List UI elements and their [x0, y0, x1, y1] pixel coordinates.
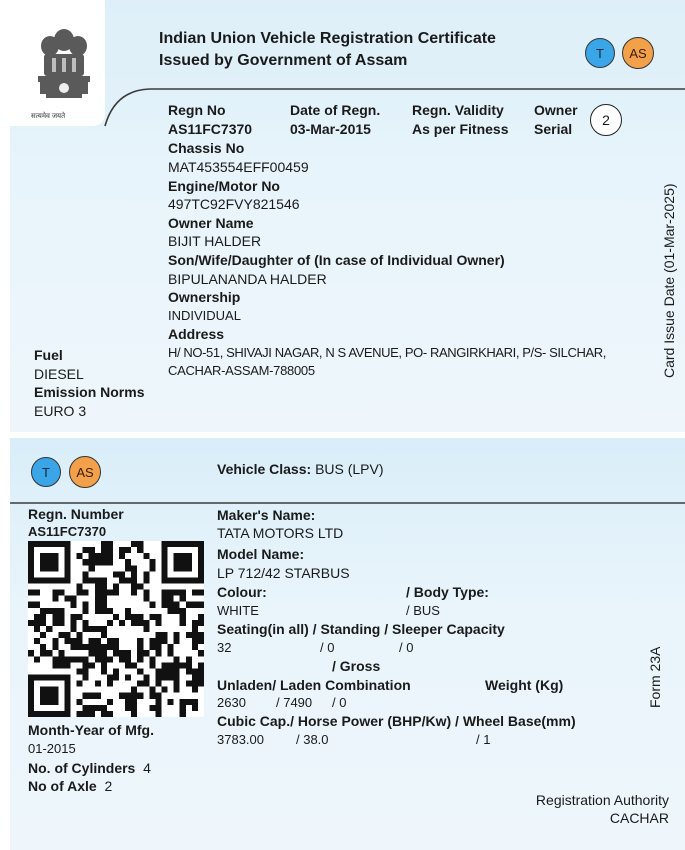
- form-number: Form 23A: [647, 646, 663, 708]
- regn-no-value: AS11FC7370: [168, 121, 253, 137]
- fuel-label: Fuel: [34, 347, 63, 363]
- date-value: 03-Mar-2015: [290, 121, 371, 137]
- cylinders-label: No. of Cylinders: [28, 760, 136, 776]
- date-label: Date of Regn.: [290, 102, 381, 118]
- back-badge-as-icon: AS: [69, 456, 101, 488]
- seating-value: 32: [217, 640, 232, 655]
- mfg-label: Month-Year of Mfg.: [28, 722, 154, 738]
- body-type-label: / Body Type:: [406, 584, 489, 600]
- owner-serial-badge: 2: [590, 104, 622, 136]
- axle-value: 2: [104, 778, 113, 794]
- axle: [28, 778, 112, 794]
- cylinders: [28, 760, 151, 776]
- weight-unit-label: Weight (Kg): [485, 677, 564, 693]
- cubic-value: 3783.00: [217, 732, 264, 747]
- owner-label: Owner: [534, 102, 578, 118]
- regn-number-value: AS11FC7370: [28, 524, 107, 539]
- chassis-label: Chassis No: [168, 140, 245, 156]
- cubic-label: Cubic Cap./ Horse Power (BHP/Kw) / Wheel Base(mm): [217, 713, 576, 729]
- rc-back-card: [10, 438, 685, 850]
- colour-label: Colour:: [217, 584, 267, 600]
- body-type-value: / BUS: [406, 603, 440, 618]
- axle-label: No of Axle: [28, 778, 97, 794]
- rc-front-card: [10, 0, 685, 432]
- address-line-1: H/ NO-51, SHIVAJI NAGAR, N S AVENUE, PO- RANGIRKHARI, P/S- SILCHAR,: [168, 345, 606, 360]
- regn-number-label: Regn. Number: [28, 506, 124, 522]
- card-issue-date: Card Issue Date (01-Mar-2025): [661, 183, 677, 378]
- owner-name-label: Owner Name: [168, 215, 254, 231]
- authority-label: Registration Authority: [535, 792, 669, 808]
- ownership-label: Ownership: [168, 289, 241, 305]
- unladen-value: 2630: [217, 695, 246, 710]
- title-line-1: Indian Union Vehicle Registration Certificate: [159, 30, 496, 47]
- emblem-motto: सत्यमेव जयते: [31, 113, 66, 120]
- seating-label: Seating(in all) / Standing / Sleeper Capacity: [217, 621, 505, 637]
- relation-label: Son/Wife/Daughter of (In case of Individual Owner): [168, 252, 505, 268]
- mfg-value: 01-2015: [28, 741, 76, 756]
- standing-value: / 0: [320, 640, 335, 655]
- model-value: LP 712/42 STARBUS: [217, 565, 350, 581]
- regn-no-label: Regn No: [168, 102, 226, 118]
- horse-power-value: / 38.0: [296, 732, 329, 747]
- vehicle-class: [217, 461, 384, 477]
- authority-value: CACHAR: [609, 810, 669, 826]
- owner-name-value: BIJIT HALDER: [168, 233, 262, 249]
- ownership-value: INDIVIDUAL: [168, 308, 241, 323]
- title-line-2: Issued by Government of Assam: [159, 52, 408, 69]
- vehicle-class-value: BUS (LPV): [315, 461, 384, 477]
- maker-label: Maker's Name:: [217, 507, 316, 523]
- back-badge-t-icon: T: [31, 457, 61, 487]
- serial-label: Serial: [534, 121, 573, 137]
- emblem-icon: [32, 24, 96, 110]
- combination-value: / 0: [332, 695, 347, 710]
- validity-value: As per Fitness: [412, 121, 509, 137]
- model-label: Model Name:: [217, 546, 305, 562]
- fuel-value: DIESEL: [34, 366, 84, 382]
- address-line-2: CACHAR-ASSAM-788005: [168, 363, 315, 378]
- engine-value: 497TC92FVY821546: [168, 196, 300, 212]
- wheel-base-value: / 1: [476, 732, 491, 747]
- colour-value: WHITE: [217, 603, 259, 618]
- sleeper-value: / 0: [399, 640, 414, 655]
- chassis-value: MAT453554EFF00459: [168, 159, 309, 175]
- qr-code-icon: [28, 541, 204, 717]
- badge-t-icon: T: [585, 38, 615, 68]
- vehicle-class-label: Vehicle Class:: [217, 461, 312, 477]
- address-label: Address: [168, 326, 225, 342]
- emission-value: EURO 3: [34, 403, 87, 419]
- gross-label: / Gross: [332, 658, 381, 674]
- laden-value: / 7490: [276, 695, 313, 710]
- relation-value: BIPULANANDA HALDER: [168, 271, 327, 287]
- emission-label: Emission Norms: [34, 384, 145, 400]
- maker-value: TATA MOTORS LTD: [217, 525, 344, 541]
- cylinders-value: 4: [143, 760, 151, 776]
- badge-as-icon: AS: [622, 37, 654, 69]
- validity-label: Regn. Validity: [412, 102, 504, 118]
- weight-label: Unladen/ Laden Combination: [217, 677, 411, 693]
- engine-label: Engine/Motor No: [168, 178, 280, 194]
